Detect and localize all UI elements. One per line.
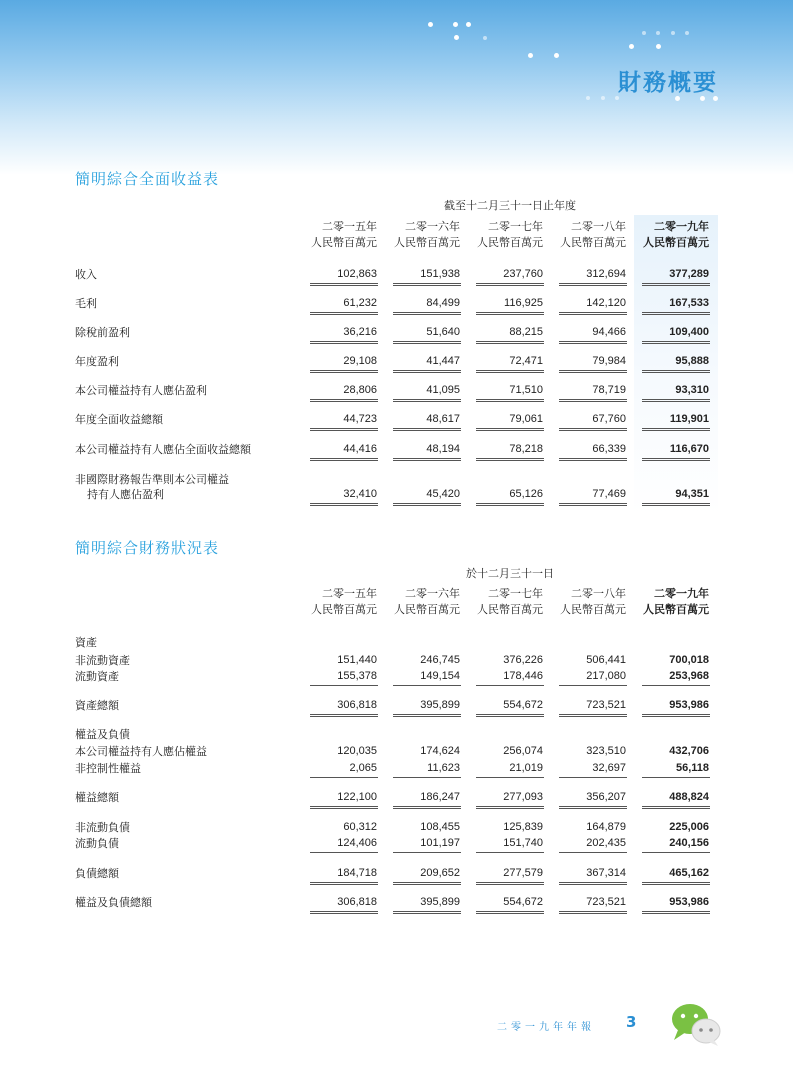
underline [393, 852, 461, 853]
double-underline [559, 882, 627, 885]
report-name: 二零一九年年報 [497, 1022, 595, 1033]
value-cell: 65,126 [509, 488, 543, 500]
value-cell: 93,310 [675, 384, 709, 396]
double-underline [310, 806, 378, 809]
value-cell: 376,226 [503, 654, 543, 666]
double-underline [559, 283, 627, 286]
underline [476, 777, 544, 778]
double-underline [559, 503, 627, 506]
value-cell: 116,670 [669, 443, 709, 455]
double-underline [310, 370, 378, 373]
value-cell: 119,901 [669, 413, 709, 425]
balance-row-label: 非流動資產 [75, 654, 130, 667]
value-cell: 174,624 [420, 745, 460, 757]
income-row-label: 毛利 [75, 297, 97, 310]
column-unit: 人民幣百萬元 [311, 603, 377, 616]
value-cell: 723,521 [586, 699, 626, 711]
column-year: 二零一七年 [488, 587, 543, 600]
balance-row-label: 資產總額 [75, 699, 119, 712]
value-cell: 32,697 [592, 762, 626, 774]
value-cell: 84,499 [426, 297, 460, 309]
double-underline [393, 806, 461, 809]
value-cell: 432,706 [669, 745, 709, 757]
double-underline [310, 399, 378, 402]
double-underline [310, 714, 378, 717]
column-unit: 人民幣百萬元 [560, 236, 626, 249]
underline [559, 852, 627, 853]
double-underline [559, 341, 627, 344]
double-underline [476, 341, 544, 344]
double-underline [310, 458, 378, 461]
double-underline [310, 911, 378, 914]
decorative-dot [601, 96, 605, 100]
decorative-dot [466, 22, 471, 27]
double-underline [476, 714, 544, 717]
decorative-dot [528, 53, 533, 58]
column-unit: 人民幣百萬元 [477, 236, 543, 249]
balance-period-header: 於十二月三十一日 [466, 567, 554, 580]
balance-row-label: 流動負債 [75, 837, 119, 850]
value-cell: 277,093 [503, 791, 543, 803]
double-underline [310, 341, 378, 344]
value-cell: 41,447 [426, 355, 460, 367]
value-cell: 122,100 [337, 791, 377, 803]
value-cell: 217,080 [586, 670, 626, 682]
value-cell: 356,207 [586, 791, 626, 803]
value-cell: 61,232 [343, 297, 377, 309]
double-underline [642, 399, 710, 402]
decorative-dot [656, 44, 661, 49]
decorative-dot [656, 31, 660, 35]
value-cell: 44,416 [343, 443, 377, 455]
underline [310, 852, 378, 853]
double-underline [393, 458, 461, 461]
value-cell: 237,760 [503, 268, 543, 280]
column-unit: 人民幣百萬元 [394, 236, 460, 249]
double-underline [642, 428, 710, 431]
income-section-title: 簡明綜合全面收益表 [75, 170, 220, 188]
value-cell: 102,863 [337, 268, 377, 280]
value-cell: 94,466 [592, 326, 626, 338]
double-underline [559, 370, 627, 373]
value-cell: 377,289 [669, 268, 709, 280]
double-underline [642, 341, 710, 344]
value-cell: 48,194 [426, 443, 460, 455]
balance-row-label: 非控制性權益 [75, 762, 141, 775]
value-cell: 306,818 [337, 896, 377, 908]
column-year: 二零一五年 [322, 587, 377, 600]
value-cell: 240,156 [669, 837, 709, 849]
double-underline [642, 911, 710, 914]
double-underline [310, 428, 378, 431]
balance-row-label: 流動資產 [75, 670, 119, 683]
underline [642, 685, 710, 686]
double-underline [393, 370, 461, 373]
underline [642, 777, 710, 778]
value-cell: 488,824 [669, 791, 709, 803]
value-cell: 79,984 [592, 355, 626, 367]
value-cell: 41,095 [426, 384, 460, 396]
column-unit: 人民幣百萬元 [643, 603, 709, 616]
underline [559, 685, 627, 686]
decorative-dot [554, 53, 559, 58]
double-underline [476, 399, 544, 402]
double-underline [393, 399, 461, 402]
value-cell: 164,879 [586, 821, 626, 833]
double-underline [476, 503, 544, 506]
double-underline [310, 283, 378, 286]
value-cell: 209,652 [420, 867, 460, 879]
value-cell: 142,120 [586, 297, 626, 309]
underline [393, 685, 461, 686]
double-underline [642, 503, 710, 506]
value-cell: 465,162 [669, 867, 709, 879]
value-cell: 700,018 [669, 654, 709, 666]
value-cell: 953,986 [669, 699, 709, 711]
double-underline [476, 370, 544, 373]
double-underline [559, 399, 627, 402]
column-year: 二零一七年 [488, 220, 543, 233]
decorative-dot [671, 31, 675, 35]
value-cell: 277,579 [503, 867, 543, 879]
income-row-label: 本公司權益持有人應佔盈利 [75, 384, 207, 397]
column-year: 二零一六年 [405, 220, 460, 233]
income-row-label: 除稅前盈利 [75, 326, 130, 339]
income-row-label: 本公司權益持有人應佔全面收益總額 [75, 443, 251, 456]
double-underline [476, 911, 544, 914]
column-year: 二零一六年 [405, 587, 460, 600]
column-unit: 人民幣百萬元 [394, 603, 460, 616]
decorative-dot [685, 31, 689, 35]
value-cell: 125,839 [503, 821, 543, 833]
value-cell: 155,378 [337, 670, 377, 682]
double-underline [393, 312, 461, 315]
value-cell: 28,806 [343, 384, 377, 396]
double-underline [393, 341, 461, 344]
value-cell: 72,471 [509, 355, 543, 367]
double-underline [393, 882, 461, 885]
value-cell: 184,718 [337, 867, 377, 879]
column-unit: 人民幣百萬元 [477, 603, 543, 616]
double-underline [476, 806, 544, 809]
value-cell: 32,410 [343, 488, 377, 500]
value-cell: 151,740 [503, 837, 543, 849]
value-cell: 124,406 [337, 837, 377, 849]
value-cell: 48,617 [426, 413, 460, 425]
equity-liabilities-heading: 權益及負債 [75, 728, 130, 741]
underline [642, 852, 710, 853]
double-underline [393, 503, 461, 506]
double-underline [310, 503, 378, 506]
underline [476, 852, 544, 853]
column-unit: 人民幣百萬元 [643, 236, 709, 249]
decorative-dot [642, 31, 646, 35]
double-underline [642, 283, 710, 286]
double-underline [642, 714, 710, 717]
value-cell: 120,035 [337, 745, 377, 757]
value-cell: 246,745 [420, 654, 460, 666]
column-unit: 人民幣百萬元 [311, 236, 377, 249]
value-cell: 554,672 [503, 699, 543, 711]
value-cell: 116,925 [504, 297, 543, 309]
column-year: 二零一八年 [571, 220, 626, 233]
column-year: 二零一八年 [571, 587, 626, 600]
value-cell: 554,672 [503, 896, 543, 908]
double-underline [559, 714, 627, 717]
value-cell: 67,760 [592, 413, 626, 425]
value-cell: 151,938 [420, 268, 460, 280]
double-underline [310, 882, 378, 885]
underline [476, 685, 544, 686]
value-cell: 66,339 [592, 443, 626, 455]
decorative-dot [428, 22, 433, 27]
value-cell: 77,469 [592, 488, 626, 500]
column-unit: 人民幣百萬元 [560, 603, 626, 616]
double-underline [310, 312, 378, 315]
value-cell: 323,510 [586, 745, 626, 757]
balance-row-label: 負債總額 [75, 867, 119, 880]
value-cell: 506,441 [586, 654, 626, 666]
decorative-dot [629, 44, 634, 49]
page-number: 3 [626, 1013, 637, 1031]
underline [393, 777, 461, 778]
value-cell: 367,314 [586, 867, 626, 879]
chat-bubbles-icon [668, 1000, 724, 1048]
double-underline [476, 458, 544, 461]
value-cell: 56,118 [675, 762, 709, 774]
double-underline [476, 283, 544, 286]
assets-heading: 資產 [75, 636, 97, 649]
double-underline [476, 428, 544, 431]
value-cell: 109,400 [669, 326, 709, 338]
value-cell: 51,640 [426, 326, 460, 338]
double-underline [559, 911, 627, 914]
value-cell: 71,510 [509, 384, 543, 396]
double-underline [559, 312, 627, 315]
double-underline [559, 458, 627, 461]
double-underline [476, 882, 544, 885]
underline [310, 685, 378, 686]
double-underline [393, 714, 461, 717]
value-cell: 225,006 [669, 821, 709, 833]
value-cell: 60,312 [343, 821, 377, 833]
value-cell: 36,216 [343, 326, 377, 338]
double-underline [642, 806, 710, 809]
balance-row-label: 權益及負債總額 [75, 896, 152, 909]
value-cell: 95,888 [675, 355, 709, 367]
underline [310, 777, 378, 778]
value-cell: 186,247 [420, 791, 460, 803]
column-year: 二零一五年 [322, 220, 377, 233]
value-cell: 953,986 [669, 896, 709, 908]
balance-row-label: 權益總額 [75, 791, 119, 804]
value-cell: 78,719 [592, 384, 626, 396]
double-underline [393, 428, 461, 431]
page-title: 財務概要 [618, 70, 718, 96]
value-cell: 151,440 [337, 654, 377, 666]
value-cell: 79,061 [509, 413, 543, 425]
value-cell: 21,019 [509, 762, 543, 774]
balance-section-title: 簡明綜合財務狀況表 [75, 539, 220, 557]
value-cell: 149,154 [420, 670, 460, 682]
double-underline [642, 458, 710, 461]
value-cell: 312,694 [586, 268, 626, 280]
double-underline [393, 283, 461, 286]
value-cell: 108,455 [420, 821, 460, 833]
value-cell: 167,533 [669, 297, 709, 309]
value-cell: 78,218 [509, 443, 543, 455]
decorative-dot [453, 22, 458, 27]
column-year: 二零一九年 [654, 220, 709, 233]
income-row-label: 年度全面收益總額 [75, 413, 163, 426]
balance-row-label: 本公司權益持有人應佔權益 [75, 745, 207, 758]
income-row-label: 收入 [75, 268, 97, 281]
income-row-label: 非國際財務報告準則本公司權益 [75, 473, 229, 486]
value-cell: 29,108 [343, 355, 377, 367]
double-underline [642, 312, 710, 315]
value-cell: 253,968 [669, 670, 709, 682]
balance-row-label: 非流動負債 [75, 821, 130, 834]
value-cell: 2,065 [349, 762, 377, 774]
value-cell: 202,435 [586, 837, 626, 849]
income-period-header: 截至十二月三十一日止年度 [444, 199, 576, 212]
income-row-label: 年度盈利 [75, 355, 119, 368]
decorative-dot [483, 36, 487, 40]
value-cell: 723,521 [586, 896, 626, 908]
value-cell: 44,723 [343, 413, 377, 425]
value-cell: 11,623 [427, 762, 460, 774]
value-cell: 178,446 [503, 670, 543, 682]
decorative-dot [586, 96, 590, 100]
column-year: 二零一九年 [654, 587, 709, 600]
value-cell: 101,197 [420, 837, 460, 849]
double-underline [642, 370, 710, 373]
value-cell: 395,899 [420, 699, 460, 711]
double-underline [559, 428, 627, 431]
value-cell: 45,420 [426, 488, 460, 500]
value-cell: 395,899 [420, 896, 460, 908]
income-row-label-cont: 持有人應佔盈利 [87, 488, 164, 501]
decorative-dot [454, 35, 459, 40]
double-underline [559, 806, 627, 809]
double-underline [476, 312, 544, 315]
value-cell: 306,818 [337, 699, 377, 711]
value-cell: 256,074 [503, 745, 543, 757]
value-cell: 94,351 [675, 488, 709, 500]
double-underline [393, 911, 461, 914]
underline [559, 777, 627, 778]
value-cell: 88,215 [509, 326, 543, 338]
double-underline [642, 882, 710, 885]
